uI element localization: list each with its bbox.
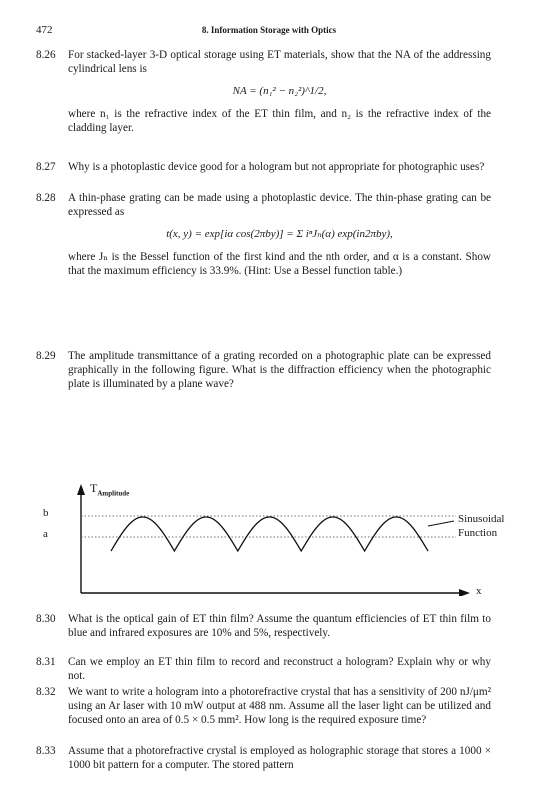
problem-number: 8.26 [36, 49, 56, 61]
level-b-label: b [43, 507, 49, 519]
problem-text: Why is a photoplastic device good for a hologram but not appropriate for photographic uses? [68, 161, 485, 173]
sinusoidal-curve [111, 517, 428, 551]
problem-number: 8.28 [36, 192, 56, 204]
page-number: 472 [36, 24, 53, 36]
transmittance-figure [36, 481, 516, 596]
y-axis-arrow [77, 484, 85, 495]
problem-text-after: where Jₙ is the Bessel function of the first kind and the nth order, and α is a constant. Show that the maximum efficiency is 33.9%. (Hint: Use a Bessel function table.) [68, 251, 491, 277]
problem-number: 8.31 [36, 656, 56, 668]
problem-8-30 [36, 612, 491, 640]
x-axis-label: x [476, 585, 482, 597]
running-head: 8. Information Storage with Optics [201, 25, 337, 35]
problem-number: 8.32 [36, 686, 56, 698]
problem-8-26 [36, 48, 491, 135]
y-axis-label: $T_{Amplitude}$ [90, 481, 130, 498]
problem-text: Assume that a photorefractive crystal is employed as holographic storage that stores a 1000 × 1000 bit pattern for a computer. The stored pattern [68, 745, 491, 771]
problem-text: What is the optical gain of ET thin film? Assume the quantum efficiencies of ET thin film to blue and infrared exposures are 10% and 5%, respectively. [68, 613, 491, 639]
equation-grating: t(x, y) = exp[iα cos(2πby)] = Σ iⁿJₙ(α) exp(in2πby), [166, 228, 393, 240]
problem-8-32 [36, 685, 491, 727]
problem-8-33 [36, 744, 491, 772]
problem-8-27 [36, 160, 491, 174]
problem-text: Can we employ an ET thin film to record and reconstruct a hologram? Explain why or why not. [68, 656, 491, 682]
problem-number: 8.30 [36, 613, 56, 625]
problem-number: 8.33 [36, 745, 56, 757]
problem-text: For stacked-layer 3-D optical storage using ET materials, show that the NA of the addressing cylindrical lens is [68, 49, 491, 75]
problem-text: The amplitude transmittance of a grating recorded on a photographic plate can be expressed graphically in the following figure. What is the diffraction efficiency when the photographic plate is illuminated by a plane wave? [68, 350, 491, 390]
problem-8-31 [36, 655, 491, 683]
problem-text-after: where n₁ is the refractive index of the ET thin film, and n₂ is the refractive index of the cladding layer. [68, 108, 491, 134]
problem-text: We want to write a hologram into a photorefractive crystal that has a sensitivity of 200 nJ/μm² using an Ar laser with 10 mW output at 488 nm. Assume all the laser light can be utilized and focused onto an area of 0.5 × 0.5 mm². How long is the required exposure time? [68, 686, 491, 726]
problem-8-28 [36, 191, 491, 278]
problem-text: A thin-phase grating can be made using a photoplastic device. The thin-phase grating can be expressed as [68, 192, 491, 218]
curve-label: Sinusoidal Function [458, 513, 505, 539]
figure-svg [36, 481, 516, 596]
curve-label-pointer [428, 521, 454, 526]
problem-8-29 [36, 349, 491, 391]
level-a-label: a [43, 528, 48, 540]
problem-number: 8.29 [36, 350, 56, 362]
problem-number: 8.27 [36, 161, 56, 173]
x-axis-arrow [459, 589, 470, 596]
equation-na: NA = (n₁² − n₂²)^1/2, [232, 85, 327, 97]
